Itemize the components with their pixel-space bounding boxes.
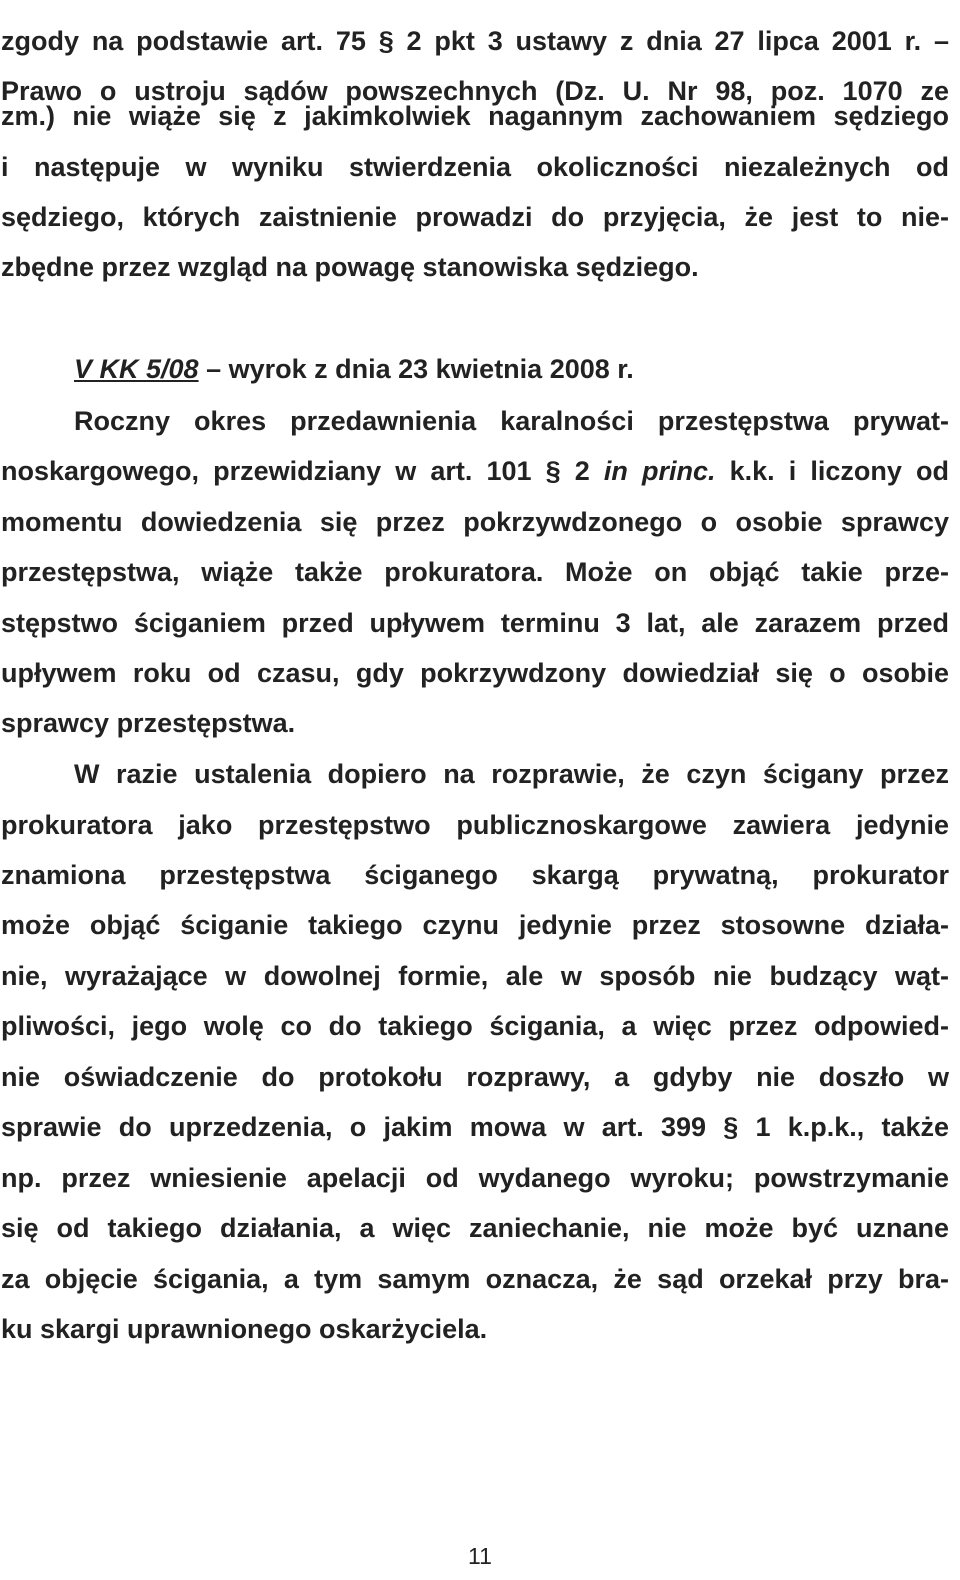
paragraph-2-line: momentu dowiedzenia się przez pokrzywdzonego o osobie sprawcy	[1, 507, 949, 537]
paragraph-1-line: sędziego, których zaistnienie prowadzi do przyjęcia, że jest to nie-	[1, 202, 949, 232]
italic-phrase: in princ.	[603, 456, 716, 486]
paragraph-3-line: za objęcie ścigania, a tym samym oznacza, że sąd orzekał przy bra-	[1, 1264, 949, 1294]
page-number: 11	[468, 1543, 492, 1569]
paragraph-3-line: ku skargi uprawnionego oskarżyciela.	[1, 1314, 488, 1344]
paragraph-3-line: nie oświadczenie do protokołu rozprawy, a gdyby nie doszło w	[1, 1062, 949, 1092]
paragraph-1-line: i następuje w wyniku stwierdzenia okoliczności niezależnych od	[1, 152, 949, 182]
case-number: V KK 5/08	[74, 354, 199, 384]
paragraph-1-line: zgody na podstawie art. 75 § 2 pkt 3 ustawy z dnia 27 lipca 2001 r. –	[1, 26, 949, 56]
paragraph-2-line: Roczny okres przedawnienia karalności przestępstwa prywat-	[74, 406, 949, 436]
paragraph-1-line: zm.) nie wiąże się z jakimkolwiek nagannym zachowaniem sędziego	[1, 101, 949, 131]
paragraph-2-line	[1, 452, 949, 490]
paragraph-3-line: pliwości, jego wolę co do takiego ścigania, a więc przez odpowied-	[1, 1011, 949, 1041]
paragraph-3-line: W razie ustalenia dopiero na rozprawie, że czyn ścigany przez	[74, 759, 949, 789]
paragraph-3-line: może objąć ściganie takiego czynu jedynie przez stosowne działa-	[1, 910, 949, 940]
paragraph-2-text: noskargowego, przewidziany w art. 101 § 2	[1, 456, 604, 486]
ruling-heading	[74, 350, 949, 388]
paragraph-3-line: znamiona przestępstwa ściganego skargą prywatną, prokurator	[1, 860, 949, 890]
ruling-title: – wyrok z dnia 23 kwietnia 2008 r.	[198, 354, 634, 384]
paragraph-2-line: upływem roku od czasu, gdy pokrzywdzony dowiedział się o osobie	[1, 658, 949, 688]
paragraph-2-line: sprawcy przestępstwa.	[1, 708, 296, 738]
paragraph-2-line: stępstwo ściganiem przed upływem terminu 3 lat, ale zarazem przed	[1, 608, 949, 638]
paragraph-3-line: sprawie do uprzedzenia, o jakim mowa w art. 399 § 1 k.p.k., także	[1, 1112, 949, 1142]
paragraph-2-text: k.k. i liczony od	[715, 456, 949, 486]
paragraph-1-line: zbędne przez wzgląd na powagę stanowiska sędziego.	[1, 252, 699, 282]
paragraph-1-line: Prawo o ustroju sądów powszechnych (Dz. U. Nr 98, poz. 1070 ze	[1, 76, 949, 106]
paragraph-3-line: nie, wyrażające w dowolnej formie, ale w sposób nie budzący wąt-	[1, 961, 949, 991]
paragraph-3-line: np. przez wniesienie apelacji od wydanego wyroku; powstrzymanie	[1, 1163, 949, 1193]
paragraph-3-line: prokuratora jako przestępstwo publicznoskargowe zawiera jedynie	[1, 810, 949, 840]
paragraph-2-line: przestępstwa, wiąże także prokuratora. Może on objąć takie prze-	[1, 557, 949, 587]
paragraph-3-line: się od takiego działania, a więc zaniechanie, nie może być uznane	[1, 1213, 949, 1243]
